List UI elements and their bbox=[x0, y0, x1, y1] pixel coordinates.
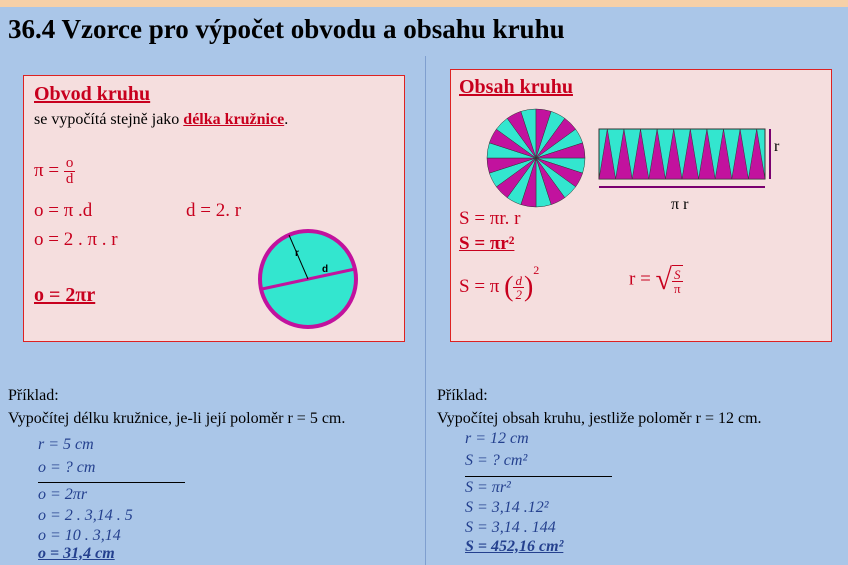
circle-d-label: d bbox=[322, 264, 329, 275]
formula-r-prefix: r = bbox=[629, 268, 651, 290]
circle-diagram bbox=[252, 226, 367, 331]
right-step-4: S = 3,14 .12² bbox=[465, 499, 549, 516]
pi-label: π = bbox=[34, 159, 60, 181]
rect-pir-label: π r bbox=[671, 196, 689, 213]
pi-formula bbox=[34, 156, 75, 187]
rect-r-label: r bbox=[774, 138, 780, 155]
circle-r-label: r bbox=[295, 248, 299, 259]
sector-circle-diagram bbox=[485, 107, 587, 209]
page-title: 36.4 Vzorce pro výpočet obvodu a obsahu kruhu bbox=[8, 14, 565, 44]
left-step-4: o = 2 . 3,14 . 5 bbox=[38, 507, 133, 524]
intro-text: se vypočítá stejně jako bbox=[34, 111, 184, 128]
left-step-1: r = 5 cm bbox=[38, 436, 94, 453]
area-box bbox=[450, 69, 832, 342]
formula-s3-prefix: S = π bbox=[459, 276, 500, 297]
column-divider bbox=[425, 56, 426, 565]
formula-final: o = 2πr bbox=[34, 284, 96, 306]
left-step-separator bbox=[38, 482, 185, 483]
s3-numerator: d bbox=[515, 273, 522, 289]
left-step-3: o = 2πr bbox=[38, 486, 88, 503]
left-step-result: o = 31,4 cm bbox=[38, 545, 115, 562]
circumference-heading: Obvod kruhu bbox=[34, 83, 151, 105]
circumference-intro bbox=[34, 111, 288, 129]
intro-highlight: délka kružnice bbox=[183, 111, 285, 128]
formula-r: r = √ $\frac{S}{\pi}$ bbox=[629, 263, 681, 296]
rearranged-rectangle-diagram bbox=[596, 125, 791, 215]
area-heading: Obsah kruhu bbox=[459, 76, 573, 98]
formula-o1: o = π .d bbox=[34, 200, 93, 221]
right-example-title: Příklad: bbox=[437, 387, 488, 404]
left-example-title: Příklad: bbox=[8, 387, 59, 404]
r-denominator: π bbox=[673, 281, 681, 296]
formula-s1: S = πr. r bbox=[459, 208, 521, 229]
right-example-text: Vypočítej obsah kruhu, jestliže poloměr r = 12 cm. bbox=[437, 410, 762, 427]
r-numerator: S bbox=[674, 267, 681, 282]
intro-end: . bbox=[284, 111, 289, 128]
right-step-3: S = πr² bbox=[465, 479, 511, 496]
left-example-text: Vypočítej délku kružnice, je-li její poloměr r = 5 cm. bbox=[8, 410, 346, 427]
formula-d: d = 2. r bbox=[186, 200, 242, 221]
right-step-separator bbox=[465, 476, 612, 477]
pi-denominator: d bbox=[65, 171, 74, 187]
right-step-1: r = 12 cm bbox=[465, 430, 529, 447]
right-step-2: S = ? cm² bbox=[465, 452, 528, 469]
top-bar bbox=[0, 0, 848, 7]
right-step-result: S = 452,16 cm² bbox=[465, 538, 564, 555]
right-step-5: S = 3,14 . 144 bbox=[465, 519, 556, 536]
s3-denominator: 2 bbox=[515, 287, 522, 303]
left-step-5: o = 10 . 3,14 bbox=[38, 527, 121, 544]
pi-numerator: o bbox=[65, 155, 74, 171]
circumference-box bbox=[23, 75, 405, 342]
formula-s2: S = πr² bbox=[459, 233, 515, 254]
formula-o2: o = 2 . π . r bbox=[34, 229, 118, 250]
left-step-2: o = ? cm bbox=[38, 459, 96, 476]
formula-s3: S = π ( $\frac{d}{2}$ )$^2$ bbox=[459, 263, 540, 303]
